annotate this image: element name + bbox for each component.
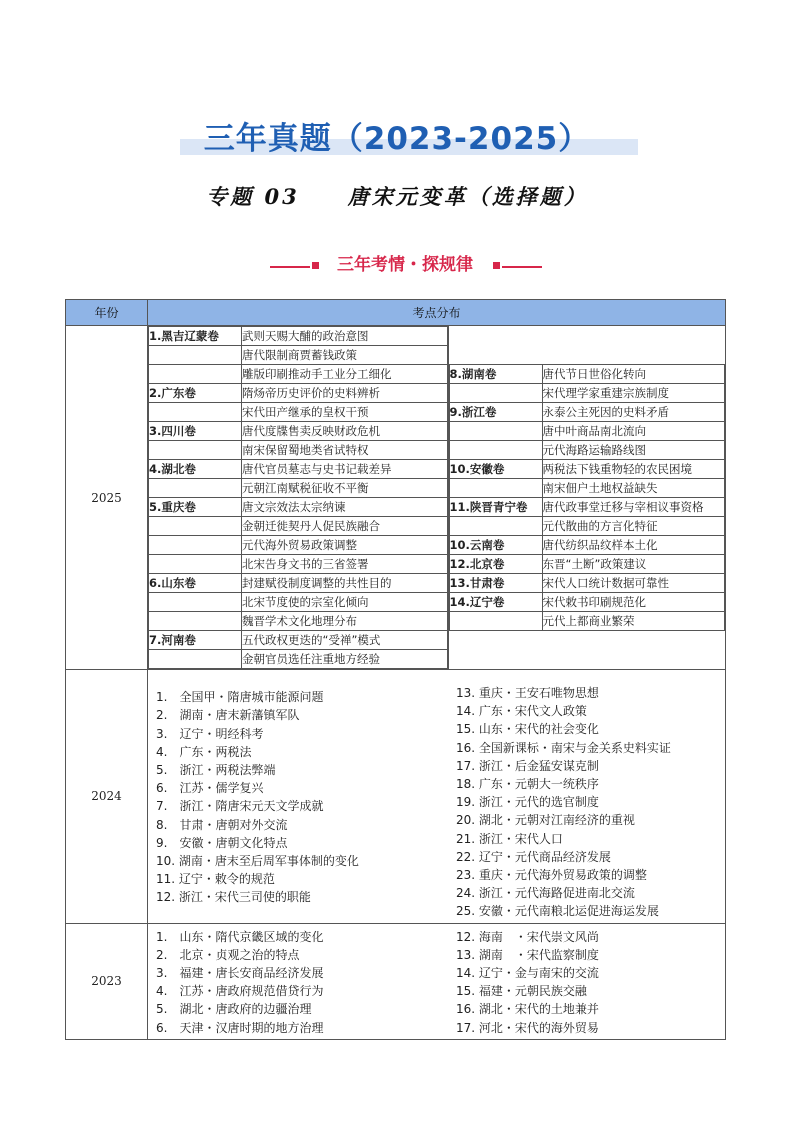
list-item: 19. 浙江・元代的选官制度 bbox=[456, 795, 599, 810]
topic-label: 唐代限制商贾蓄钱政策 bbox=[242, 346, 448, 365]
list-item: 13. 湖南 ・宋代监察制度 bbox=[456, 947, 599, 962]
province-label bbox=[149, 517, 242, 536]
decor-square-right bbox=[493, 262, 500, 269]
list-item: 15. 山东・宋代的社会变化 bbox=[456, 722, 599, 737]
province-label bbox=[149, 346, 242, 365]
list-item: 11. 辽宁・敕令的规范 bbox=[156, 872, 275, 887]
list-2025-left bbox=[148, 326, 448, 669]
province-label: 5.重庆卷 bbox=[149, 498, 242, 517]
topic-label: 唐代节日世俗化转向 bbox=[542, 365, 725, 384]
list-item: 4. 广东・两税法 bbox=[156, 744, 252, 759]
topic-label: 宋代人口统计数据可靠性 bbox=[542, 574, 725, 593]
list-item: 10. 湖南・唐末至后周军事体制的变化 bbox=[156, 853, 359, 868]
table-row bbox=[149, 517, 448, 536]
list-item: 8. 甘肃・唐朝对外交流 bbox=[156, 817, 288, 832]
table-row bbox=[449, 498, 725, 517]
province-label: 2.广东卷 bbox=[149, 384, 242, 403]
year-2025-left bbox=[148, 326, 449, 670]
list-item: 16. 湖北・宋代的土地兼并 bbox=[456, 1002, 599, 1017]
list-item: 5. 浙江・两税法弊端 bbox=[156, 762, 276, 777]
province-label bbox=[449, 479, 542, 498]
header-year: 年份 bbox=[66, 300, 148, 326]
exam-distribution-table bbox=[65, 299, 726, 1040]
table-row bbox=[149, 612, 448, 631]
table-header-row bbox=[66, 300, 726, 326]
list-2024-left bbox=[148, 684, 448, 908]
topic-label: 封建赋役制度调整的共性目的 bbox=[242, 574, 448, 593]
province-label bbox=[449, 517, 542, 536]
table-row bbox=[449, 441, 725, 460]
list-item: 13. 重庆・王安石唯物思想 bbox=[456, 686, 599, 700]
list-item: 20. 湖北・元朝对江南经济的重视 bbox=[456, 813, 635, 828]
province-label bbox=[149, 536, 242, 555]
list-item: 25. 安徽・元代南粮北运促进海运发展 bbox=[456, 904, 659, 919]
topic-label: 金朝迁徙契丹人促民族融合 bbox=[242, 517, 448, 536]
topic-label: 五代政权更迭的“受禅”模式 bbox=[242, 631, 448, 650]
topic-label: 东晋“土断”政策建议 bbox=[542, 555, 725, 574]
province-label: 1.黑吉辽蒙卷 bbox=[149, 327, 242, 346]
year-2023-right bbox=[448, 923, 726, 1039]
decor-line-right bbox=[502, 266, 542, 268]
table-row bbox=[149, 403, 448, 422]
topic-label: 永泰公主死因的史料矛盾 bbox=[542, 403, 725, 422]
list-item: 3. 福建・唐长安商品经济发展 bbox=[156, 966, 324, 981]
province-label bbox=[149, 365, 242, 384]
year-cell: 2023 bbox=[66, 923, 148, 1039]
province-label bbox=[449, 441, 542, 460]
topic-label: 南宋保留蜀地类省试特权 bbox=[242, 441, 448, 460]
province-label bbox=[149, 612, 242, 631]
topic-label: 金朝官员选任注重地方经验 bbox=[242, 650, 448, 669]
province-label bbox=[149, 479, 242, 498]
topic-label: 宋代田产继承的皇权干预 bbox=[242, 403, 448, 422]
province-label: 8.湖南卷 bbox=[449, 365, 542, 384]
list-item: 2. 北京・贞观之治的特点 bbox=[156, 947, 300, 962]
year-2024-right bbox=[448, 670, 726, 924]
table-row bbox=[449, 517, 725, 536]
province-label bbox=[149, 650, 242, 669]
topic-label: 宋代敕书印刷规范化 bbox=[542, 593, 725, 612]
province-label bbox=[149, 403, 242, 422]
province-label: 6.山东卷 bbox=[149, 574, 242, 593]
topic-label: 北宋告身文书的三省签署 bbox=[242, 555, 448, 574]
page-title: 三年真题（2023-2025） bbox=[203, 121, 591, 157]
list-item: 7. 浙江・隋唐宋元天文学成就 bbox=[156, 799, 324, 814]
table-row bbox=[149, 536, 448, 555]
topic-label: 唐代政事堂迁移与宰相议事资格 bbox=[542, 498, 725, 517]
list-item: 5. 湖北・唐政府的边疆治理 bbox=[156, 1002, 312, 1017]
table-row bbox=[149, 593, 448, 612]
province-label bbox=[449, 612, 542, 631]
topic-label: 唐文宗效法太宗纳谏 bbox=[242, 498, 448, 517]
table-row bbox=[449, 422, 725, 441]
table-row bbox=[149, 574, 448, 593]
list-2023-right bbox=[448, 924, 725, 1039]
section-heading bbox=[260, 250, 550, 274]
table-row bbox=[449, 593, 725, 612]
list-item: 12. 海南 ・宋代崇文风尚 bbox=[456, 929, 599, 944]
province-label bbox=[449, 384, 542, 403]
list-item: 22. 辽宁・元代商品经济发展 bbox=[456, 849, 611, 864]
topic-label: 唐中叶商品南北流向 bbox=[542, 422, 725, 441]
topic-label: 宋代理学家重建宗族制度 bbox=[542, 384, 725, 403]
table-row bbox=[149, 498, 448, 517]
table-row bbox=[149, 631, 448, 650]
list-2025-right bbox=[449, 364, 726, 631]
table-row bbox=[149, 384, 448, 403]
table-row bbox=[449, 574, 725, 593]
province-label: 13.甘肃卷 bbox=[449, 574, 542, 593]
header-points: 考点分布 bbox=[148, 300, 726, 326]
section-title: 三年考情・探规律 bbox=[337, 255, 473, 275]
topic-label: 武则天赐大酺的政治意图 bbox=[242, 327, 448, 346]
topic-label: 元朝江南赋税征收不平衡 bbox=[242, 479, 448, 498]
list-item: 3. 辽宁・明经科考 bbox=[156, 726, 264, 741]
list-item: 1. 山东・隋代京畿区域的变化 bbox=[156, 929, 324, 944]
topic-label: 唐代度牒售卖反映财政危机 bbox=[242, 422, 448, 441]
province-label bbox=[149, 555, 242, 574]
row-2025 bbox=[66, 326, 726, 670]
list-item: 4. 江苏・唐政府规范借贷行为 bbox=[156, 984, 324, 999]
table-row bbox=[149, 555, 448, 574]
list-item: 6. 江苏・儒学复兴 bbox=[156, 781, 264, 796]
list-item: 14. 辽宁・金与南宋的交流 bbox=[456, 966, 599, 981]
province-label bbox=[449, 422, 542, 441]
table-row bbox=[149, 327, 448, 346]
table-row bbox=[449, 536, 725, 555]
province-label: 11.陕晋青宁卷 bbox=[449, 498, 542, 517]
list-item: 14. 广东・宋代文人政策 bbox=[456, 704, 587, 719]
topic-label: 隋炀帝历史评价的史料辨析 bbox=[242, 384, 448, 403]
topic-title: 专题 03 唐宋元变革（选择题） bbox=[206, 184, 588, 209]
table-row bbox=[449, 555, 725, 574]
topic-label: 唐代纺织品纹样本土化 bbox=[542, 536, 725, 555]
list-item: 6. 天津・汉唐时期的地方治理 bbox=[156, 1020, 324, 1035]
province-label: 14.辽宁卷 bbox=[449, 593, 542, 612]
table-row bbox=[149, 346, 448, 365]
year-cell: 2024 bbox=[66, 670, 148, 924]
list-item: 15. 福建・元朝民族交融 bbox=[456, 984, 587, 999]
year-cell: 2025 bbox=[66, 326, 148, 670]
topic-label: 两税法下钱重物轻的农民困境 bbox=[542, 460, 725, 479]
topic-label: 元代海路运输路线图 bbox=[542, 441, 725, 460]
year-2024-left bbox=[148, 670, 449, 924]
year-2023-left bbox=[148, 923, 449, 1039]
year-2025-right bbox=[448, 326, 726, 670]
list-item: 21. 浙江・宋代人口 bbox=[456, 831, 563, 846]
list-2023-left bbox=[148, 924, 448, 1039]
province-label bbox=[149, 593, 242, 612]
table-row bbox=[449, 460, 725, 479]
table-row bbox=[149, 365, 448, 384]
list-item: 16. 全国新课标・南宋与金关系史料实证 bbox=[456, 740, 671, 755]
topic-label: 北宋节度使的宗室化倾向 bbox=[242, 593, 448, 612]
list-item: 17. 浙江・后金猛安谋克制 bbox=[456, 758, 599, 773]
table-row bbox=[449, 384, 725, 403]
table-row bbox=[149, 441, 448, 460]
topic-label: 魏晋学术文化地理分布 bbox=[242, 612, 448, 631]
row-2024 bbox=[66, 670, 726, 924]
table-row bbox=[149, 650, 448, 669]
province-label: 7.河南卷 bbox=[149, 631, 242, 650]
table-row bbox=[149, 422, 448, 441]
list-item: 18. 广东・元朝大一统秩序 bbox=[456, 777, 599, 792]
list-item: 12. 浙江・宋代三司使的职能 bbox=[156, 890, 311, 905]
table-row bbox=[449, 612, 725, 631]
list-item: 1. 全国甲・隋唐城市能源问题 bbox=[156, 690, 324, 705]
province-label: 10.云南卷 bbox=[449, 536, 542, 555]
province-label bbox=[149, 441, 242, 460]
table-row bbox=[449, 479, 725, 498]
topic-label: 雕版印刷推动手工业分工细化 bbox=[242, 365, 448, 384]
province-label: 9.浙江卷 bbox=[449, 403, 542, 422]
province-label: 3.四川卷 bbox=[149, 422, 242, 441]
province-label: 12.北京卷 bbox=[449, 555, 542, 574]
table-row bbox=[149, 460, 448, 479]
list-item: 2. 湖南・唐末新藩镇军队 bbox=[156, 708, 300, 723]
province-label: 4.湖北卷 bbox=[149, 460, 242, 479]
table-row bbox=[149, 479, 448, 498]
topic-label: 唐代官员墓志与史书记载差异 bbox=[242, 460, 448, 479]
topic-label: 元代上都商业繁荣 bbox=[542, 612, 725, 631]
list-item: 17. 河北・宋代的海外贸易 bbox=[456, 1020, 599, 1035]
province-label: 10.安徽卷 bbox=[449, 460, 542, 479]
table-row bbox=[449, 365, 725, 384]
topic-label: 元代海外贸易政策调整 bbox=[242, 536, 448, 555]
list-item: 24. 浙江・元代海路促进南北交流 bbox=[456, 886, 635, 901]
topic-label: 南宋佃户土地权益缺失 bbox=[542, 479, 725, 498]
list-item: 9. 安徽・唐朝文化特点 bbox=[156, 835, 288, 850]
list-2024-right bbox=[448, 670, 725, 923]
row-2023 bbox=[66, 923, 726, 1039]
table-row bbox=[449, 403, 725, 422]
list-item: 23. 重庆・元代海外贸易政策的调整 bbox=[456, 868, 647, 883]
topic-label: 元代散曲的方言化特征 bbox=[542, 517, 725, 536]
